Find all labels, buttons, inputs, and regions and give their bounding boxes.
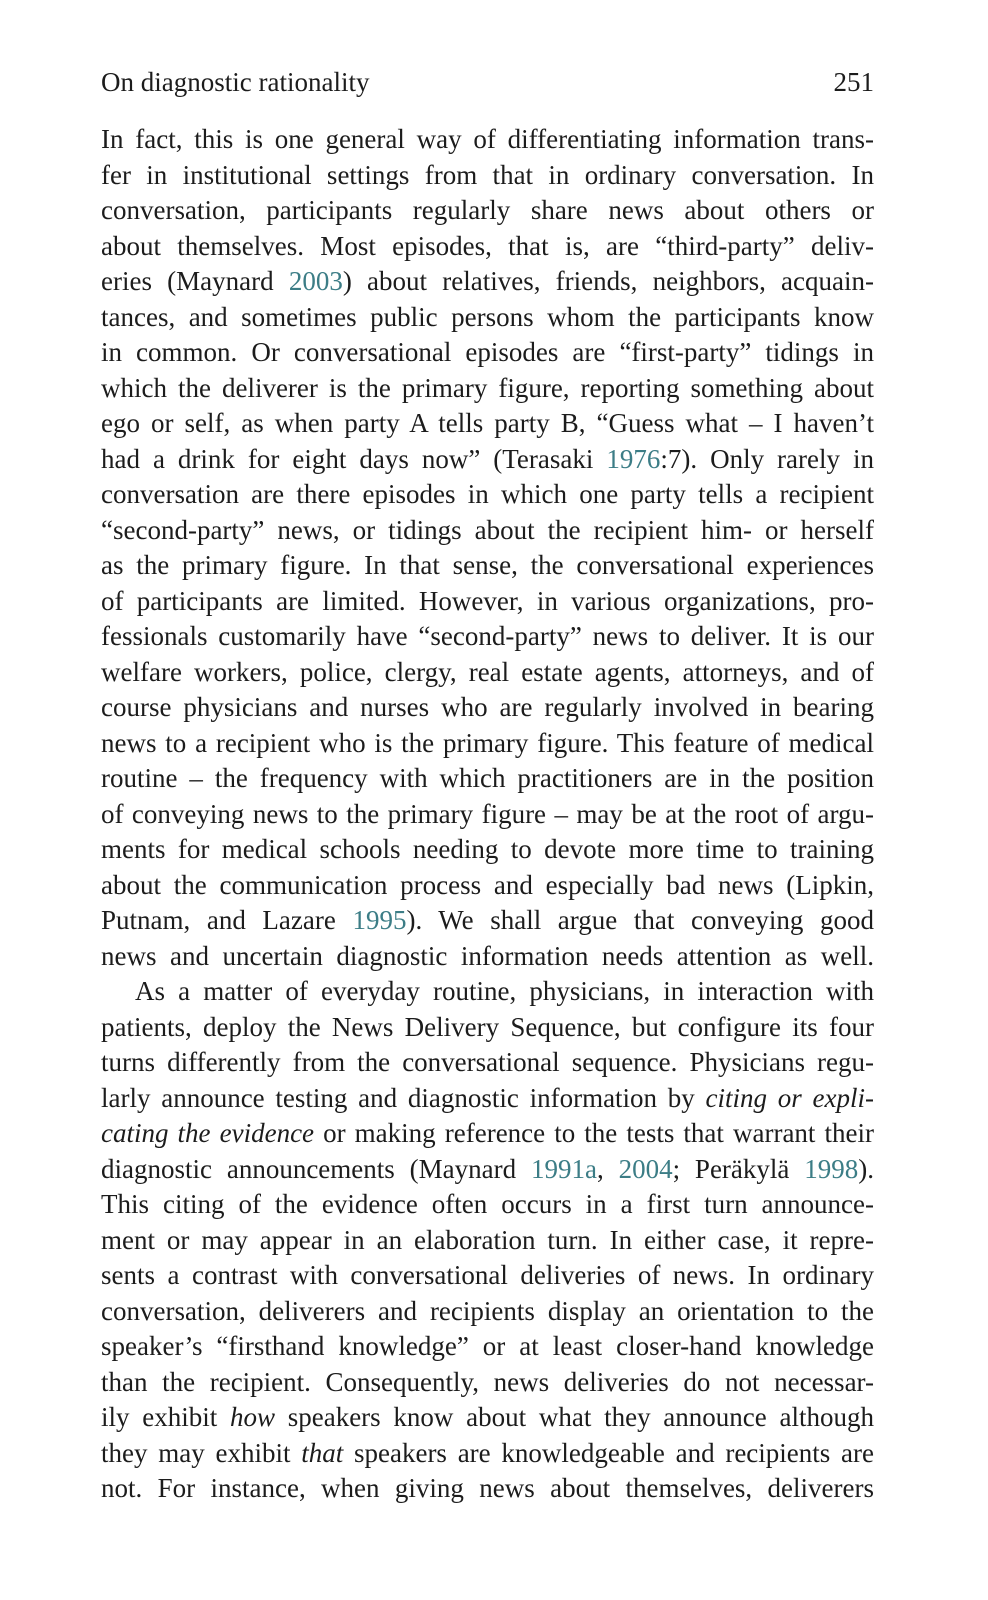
text-segment: ) about relatives, friends, neighbors, acquain- xyxy=(342,266,874,296)
text-segment: ily exhibit xyxy=(101,1402,230,1432)
text-line xyxy=(101,1152,874,1188)
text-line xyxy=(101,1471,874,1507)
text-segment: turns differently from the conversational sequence. Physicians regu- xyxy=(101,1047,874,1077)
text-line xyxy=(101,1045,874,1081)
text-segment: eries (Maynard xyxy=(101,266,289,296)
body-text xyxy=(101,122,874,1507)
text-line xyxy=(101,122,874,158)
text-segment: patients, deploy the News Delivery Sequence, but configure its four xyxy=(101,1011,874,1042)
text-line xyxy=(101,1116,874,1152)
text-line xyxy=(101,690,874,726)
text-line xyxy=(101,939,874,975)
text-segment: speaker’s “firsthand knowledge” or at least closer-hand knowledge xyxy=(101,1331,874,1361)
text-line xyxy=(101,300,874,336)
text-segment: had a drink for eight days now” (Terasaki xyxy=(101,443,607,474)
text-line xyxy=(101,1436,874,1472)
citation-link[interactable]: 1976 xyxy=(606,443,661,474)
text-line xyxy=(101,655,874,691)
text-segment: as the primary figure. In that sense, the conversational experiences xyxy=(101,550,874,580)
citation-link[interactable]: 1995 xyxy=(352,905,407,935)
text-segment: than the recipient. Consequently, news deliveries do not necessar- xyxy=(101,1366,874,1397)
text-segment: , xyxy=(596,1153,619,1184)
text-line xyxy=(101,1365,874,1401)
text-line xyxy=(101,619,874,655)
citation-link[interactable]: 1991a xyxy=(530,1153,597,1184)
emphasis-text: cating the evidence xyxy=(101,1118,315,1148)
text-segment: conversation are there episodes in which one party tells a recipient xyxy=(101,479,874,509)
text-line xyxy=(101,1081,874,1117)
text-segment: which the deliverer is the primary figure, reporting something about xyxy=(101,372,874,403)
emphasis-text: that xyxy=(301,1437,344,1468)
text-segment: or making reference to the tests that warrant their xyxy=(314,1118,874,1148)
emphasis-text: how xyxy=(229,1402,275,1432)
text-segment: news and uncertain diagnostic information needs attention as well. xyxy=(101,940,874,971)
running-title: On diagnostic rationality xyxy=(101,67,370,97)
text-segment: about the communication process and especially bad news (Lipkin, xyxy=(101,869,874,900)
text-segment: This citing of the evidence often occurs in a first turn announce- xyxy=(101,1189,874,1219)
text-segment: sents a contrast with conversational deliveries of news. In ordinary xyxy=(101,1260,874,1290)
text-line xyxy=(101,726,874,762)
emphasis-text: citing or expli- xyxy=(705,1082,874,1113)
text-line xyxy=(101,1329,874,1365)
text-segment: ; Peräkylä xyxy=(672,1153,805,1184)
text-line xyxy=(101,903,874,939)
text-segment: conversation, deliverers and recipients display an orientation to the xyxy=(101,1295,874,1326)
text-segment: ego or self, as when party A tells party B, “Guess what – I haven’t xyxy=(101,408,874,438)
text-line xyxy=(101,158,874,194)
text-line xyxy=(101,584,874,620)
text-segment: conversation, participants regularly share news about others or xyxy=(101,195,874,225)
text-line xyxy=(101,974,874,1010)
text-segment: welfare workers, police, clergy, real estate agents, attorneys, and of xyxy=(101,656,874,687)
text-line xyxy=(101,1294,874,1330)
citation-link[interactable]: 2004 xyxy=(618,1153,673,1184)
text-line xyxy=(101,264,874,300)
text-line xyxy=(101,548,874,584)
text-line xyxy=(101,761,874,797)
text-segment: tances, and sometimes public persons whom the participants know xyxy=(101,301,874,332)
text-segment: speakers know about what they announce although xyxy=(274,1402,874,1432)
text-segment: “second-party” news, or tidings about the recipient him- or herself xyxy=(101,514,874,545)
text-segment: Putnam, and Lazare xyxy=(101,905,353,935)
text-segment: fessionals customarily have “second-party” news to deliver. It is our xyxy=(101,621,874,651)
text-segment: in common. Or conversational episodes are “first-party” tidings in xyxy=(101,337,874,367)
text-segment: about themselves. Most episodes, that is, are “third-party” deliv- xyxy=(101,230,874,261)
text-segment: course physicians and nurses who are regularly involved in bearing xyxy=(101,692,874,722)
text-line xyxy=(101,335,874,371)
text-segment: diagnostic announcements (Maynard xyxy=(101,1153,531,1184)
text-segment: they may exhibit xyxy=(101,1437,302,1468)
text-line xyxy=(101,513,874,549)
text-line xyxy=(101,797,874,833)
text-line xyxy=(101,406,874,442)
text-line xyxy=(101,477,874,513)
text-segment: ment or may appear in an elaboration turn. In either case, it repre- xyxy=(101,1224,874,1255)
text-segment: of conveying news to the primary figure – may be at the root of argu- xyxy=(101,798,874,829)
running-header xyxy=(101,64,874,100)
text-segment: ). xyxy=(858,1153,874,1184)
text-segment: not. For instance, when giving news about themselves, deliverers xyxy=(101,1473,874,1503)
text-segment: ). We shall argue that conveying good xyxy=(406,905,875,935)
text-line xyxy=(101,1187,874,1223)
citation-link[interactable]: 1998 xyxy=(804,1153,859,1184)
page-number: 251 xyxy=(833,67,874,97)
text-line xyxy=(101,1258,874,1294)
text-line xyxy=(101,442,874,478)
text-segment: :7). Only rarely in xyxy=(660,443,874,474)
text-line xyxy=(101,832,874,868)
text-line xyxy=(101,1223,874,1259)
text-line xyxy=(101,229,874,265)
text-segment: routine – the frequency with which practitioners are in the position xyxy=(101,763,874,793)
text-line xyxy=(101,868,874,904)
text-segment: As a matter of everyday routine, physicians, in interaction with xyxy=(135,976,874,1006)
text-segment: larly announce testing and diagnostic information by xyxy=(101,1082,706,1113)
text-segment: fer in institutional settings from that in ordinary conversation. In xyxy=(101,159,874,190)
text-segment: of participants are limited. However, in various organizations, pro- xyxy=(101,585,874,616)
text-line xyxy=(101,371,874,407)
text-segment: news to a recipient who is the primary figure. This feature of medical xyxy=(101,727,874,758)
text-segment: speakers are knowledgeable and recipients are xyxy=(343,1437,874,1468)
text-segment: ments for medical schools needing to devote more time to training xyxy=(101,834,874,864)
text-segment: In fact, this is one general way of differentiating information trans- xyxy=(101,124,874,154)
text-line xyxy=(101,1010,874,1046)
text-line xyxy=(101,1400,874,1436)
citation-link[interactable]: 2003 xyxy=(288,266,343,296)
text-line xyxy=(101,193,874,229)
